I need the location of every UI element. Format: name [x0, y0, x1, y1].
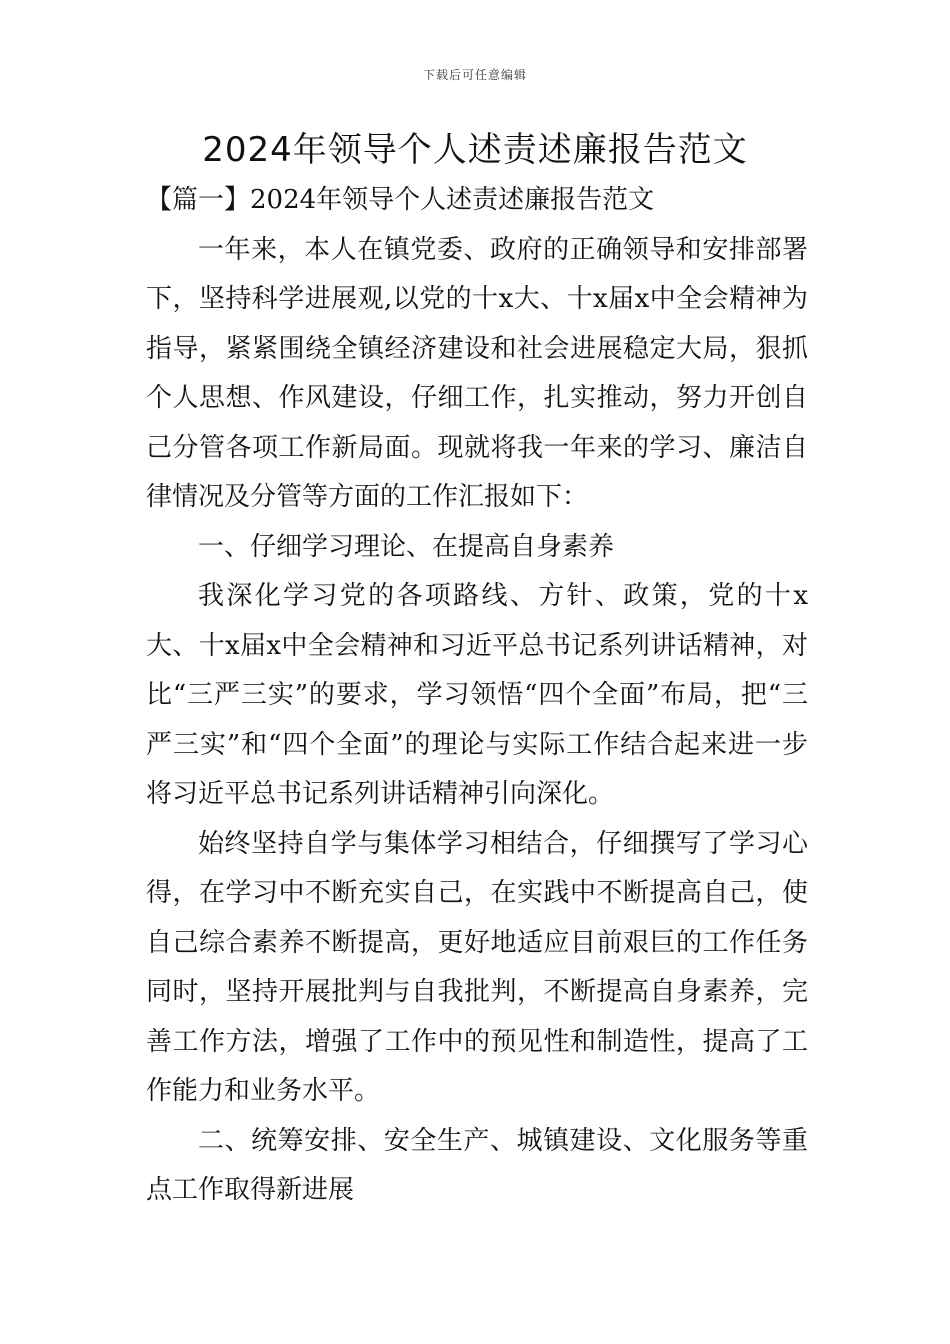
paragraph-intro: 一年来，本人在镇党委、政府的正确领导和安排部署下，坚持科学进展观,以党的十x大、十x届x中全会精神为指导，紧紧围绕全镇经济建设和社会进展稳定大局，狠抓个人思想、作风建设，仔细工作，扎实推动，努力开创自己分管各项工作新局面。现就将我一年来的学习、廉洁自律情况及分管等方面的工作汇报如下： [146, 234, 808, 512]
heading-key-work-progress: 二、统筹安排、安全生产、城镇建设、文化服务等重点工作取得新进展 [146, 1125, 808, 1205]
heading-study-theory: 一、仔细学习理论、在提高自身素养 [198, 531, 615, 562]
document-body [146, 176, 808, 1216]
paragraph-study-party-line: 我深化学习党的各项路线、方针、政策，党的十x大、十x届x中全会精神和习近平总书记系列讲话精神，对比“三严三实”的要求，学习领悟“四个全面”布局，把“三严三实”和“四个全面”的理论与实际工作结合起来进一步将习近平总书记系列讲话精神引向深化。 [146, 581, 808, 809]
paragraph-self-study: 始终坚持自学与集体学习相结合，仔细撰写了学习心得，在学习中不断充实自己，在实践中不断提高自己，使自己综合素养不断提高，更好地适应目前艰巨的工作任务同时，坚持开展批判与自我批判，不断提高自身素养，完善工作方法，增强了工作中的预见性和制造性，提高了工作能力和业务水平。 [146, 828, 808, 1106]
section-label: 【篇一】2024年领导个人述责述廉报告范文 [146, 185, 655, 215]
header-note: 下载后可任意编辑 [422, 68, 527, 82]
document-title: 2024年领导个人述责述廉报告范文 [202, 130, 748, 170]
